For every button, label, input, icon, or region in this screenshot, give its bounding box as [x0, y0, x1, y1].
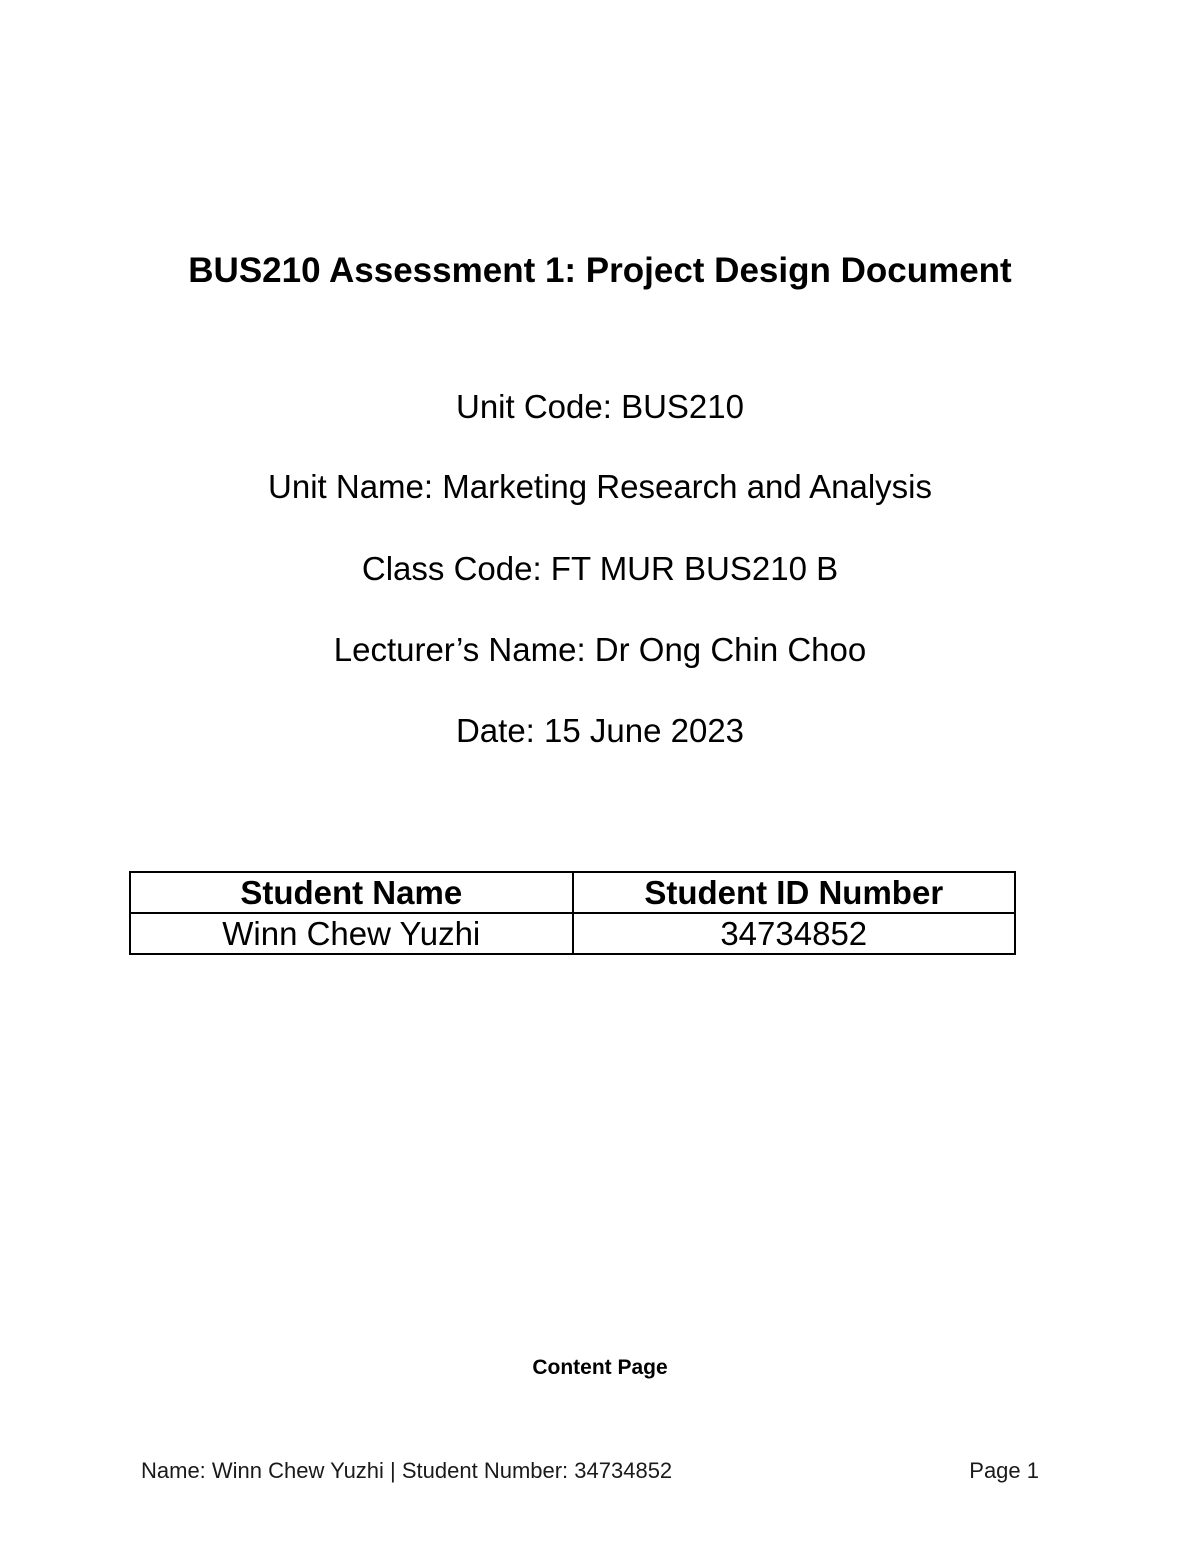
date-line: Date: 15 June 2023 — [455, 712, 745, 749]
table-row — [130, 913, 1015, 954]
student-table — [129, 871, 1016, 955]
lecturer-name-line: Lecturer’s Name: Dr Ong Chin Choo — [333, 631, 867, 668]
table-cell-student-id: 34734852 — [573, 913, 1016, 954]
footer-page-number: Page 1 — [969, 1458, 1039, 1483]
document-title: BUS210 Assessment 1: Project Design Document — [188, 251, 1012, 290]
table-cell-student-name: Winn Chew Yuzhi — [130, 913, 573, 954]
unit-code-line: Unit Code: BUS210 — [456, 388, 744, 425]
table-header-row — [130, 872, 1015, 913]
content-page-heading: Content Page — [532, 1356, 668, 1379]
class-code-line: Class Code: FT MUR BUS210 B — [361, 550, 839, 587]
table-header-student-id: Student ID Number — [573, 872, 1016, 913]
unit-name-line: Unit Name: Marketing Research and Analysis — [268, 468, 932, 505]
footer-student-info: Name: Winn Chew Yuzhi | Student Number: 34734852 — [141, 1458, 673, 1483]
table-header-student-name: Student Name — [130, 872, 573, 913]
